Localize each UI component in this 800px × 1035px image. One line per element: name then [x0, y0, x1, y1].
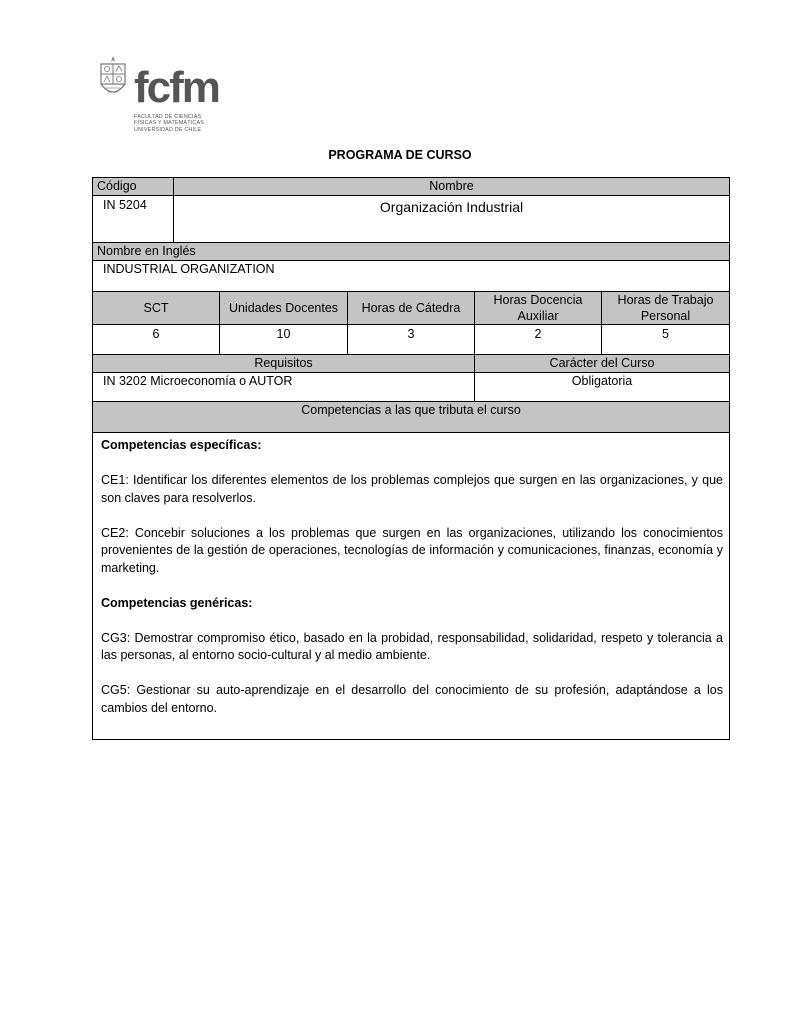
english-name: INDUSTRIAL ORGANIZATION — [93, 261, 730, 292]
competency-ce2: CE2: Concebir soluciones a los problemas que surgen en las organizaciones, utilizando los conocimientos provenientes de la gestión de operaciones, tecnologías de información y comunicaciones, finanzas, economía y marketing. — [101, 525, 723, 575]
english-name-label: Nombre en Inglés — [93, 243, 730, 261]
course-program-table — [92, 177, 730, 740]
course-name: Organización Industrial — [174, 196, 730, 243]
competencies-row — [93, 433, 730, 740]
english-name-header-row — [93, 243, 730, 261]
requirements-row — [93, 373, 730, 402]
course-character-label: Carácter del Curso — [475, 355, 730, 373]
english-name-row — [93, 261, 730, 292]
name-label: Nombre — [174, 178, 730, 196]
specific-competencies-title: Competencias específicas: — [101, 438, 262, 452]
competency-ce1: CE1: Identificar los diferentes elementos de los problemas complejos que surgen en las organizaciones, y que son claves para resolverlos. — [101, 473, 723, 505]
teaching-units-label: Unidades Docentes — [220, 292, 348, 325]
personal-work-hours-value: 5 — [602, 325, 730, 355]
competencies-header-row — [93, 402, 730, 433]
auxiliary-hours-value: 2 — [475, 325, 602, 355]
teaching-units-value: 10 — [220, 325, 348, 355]
fcfm-logo — [98, 54, 228, 134]
sct-value: 6 — [93, 325, 220, 355]
lecture-hours-value: 3 — [348, 325, 475, 355]
university-seal-icon — [98, 54, 128, 102]
logo-wordmark: fcfm — [134, 63, 219, 112]
personal-work-hours-label: Horas de Trabajo Personal — [602, 292, 730, 325]
credits-values-row — [93, 325, 730, 355]
logo-subtitle: FACULTAD DE CIENCIAS FÍSICAS Y MATEMÁTICAS UNIVERSIDAD DE CHILE — [134, 114, 205, 133]
requirements-label: Requisitos — [93, 355, 475, 373]
generic-competencies-title: Competencias genéricas: — [101, 595, 253, 610]
lecture-hours-label: Horas de Cátedra — [348, 292, 475, 325]
credits-header-row — [93, 292, 730, 325]
auxiliary-hours-label: Horas Docencia Auxiliar — [475, 292, 602, 325]
code-label: Código — [93, 178, 174, 196]
competency-cg5: CG5: Gestionar su auto-aprendizaje en el desarrollo del conocimiento de su profesión, adaptándose a los cambios del entorno. — [101, 683, 723, 715]
competencies-header: Competencias a las que tributa el curso — [93, 402, 730, 433]
course-code: IN 5204 — [93, 196, 174, 243]
code-name-header-row — [93, 178, 730, 196]
document-title: PROGRAMA DE CURSO — [328, 148, 472, 162]
requirements-value: IN 3202 Microeconomía o AUTOR — [93, 373, 475, 402]
sct-label: SCT — [93, 292, 220, 325]
requirements-header-row — [93, 355, 730, 373]
course-character-value: Obligatoria — [475, 373, 730, 402]
code-name-row — [93, 196, 730, 243]
competency-cg3: CG3: Demostrar compromiso ético, basado en la probidad, responsabilidad, solidaridad, respeto y tolerancia a las personas, al entorno socio-cultural y al medio ambiente. — [101, 630, 723, 662]
competencies-body — [93, 433, 730, 740]
